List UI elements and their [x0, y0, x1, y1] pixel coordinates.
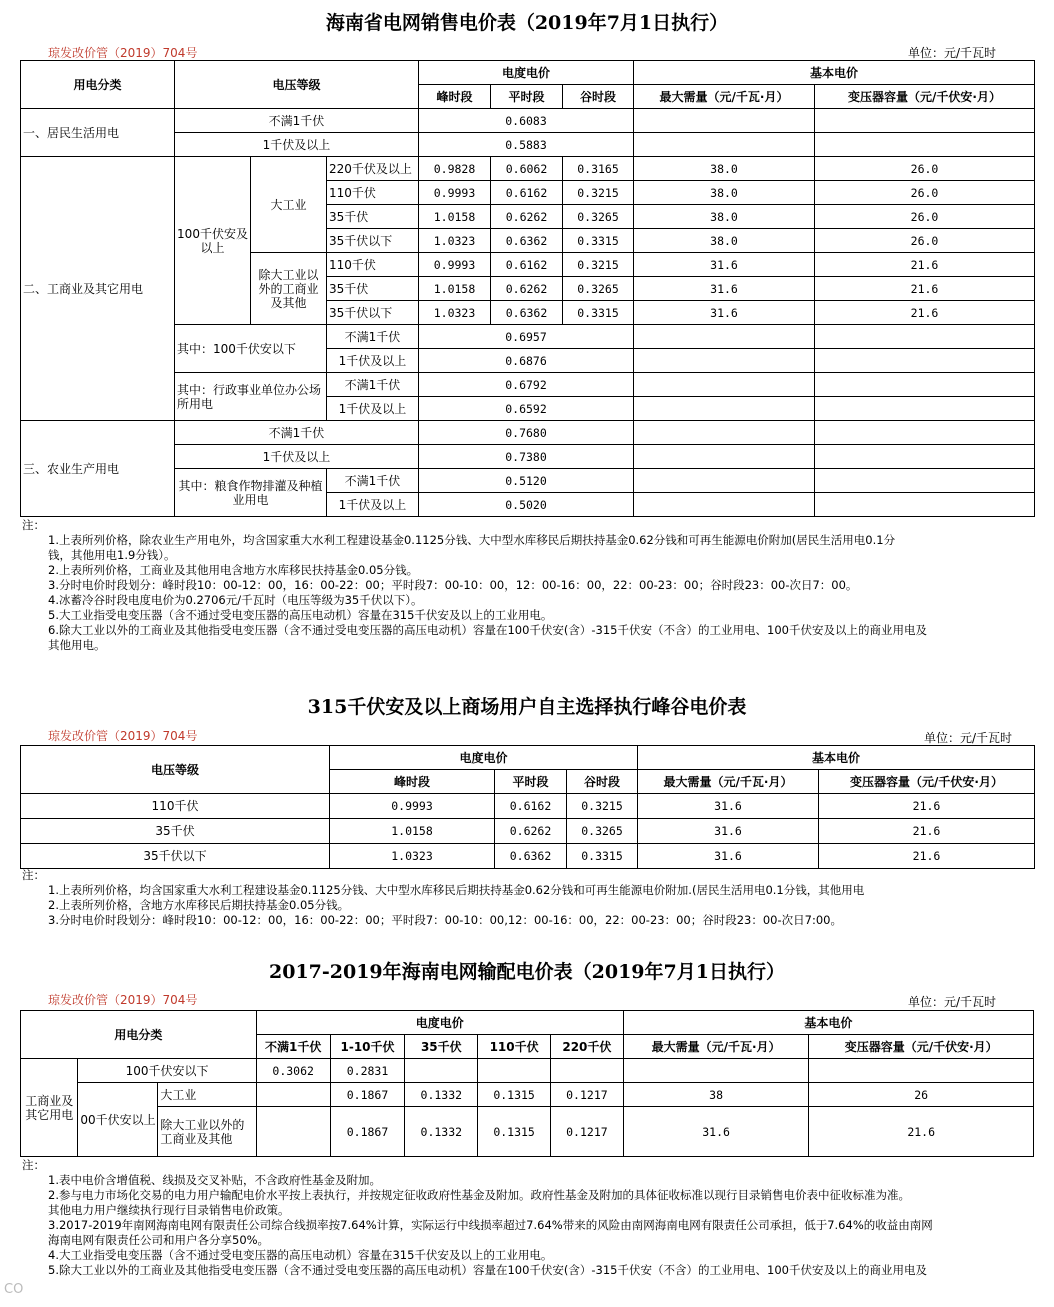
voltage-cell: 110千伏 [327, 181, 419, 205]
flat-cell: 0.6362 [491, 301, 563, 325]
voltage-cell: 1千伏及以上 [175, 133, 419, 157]
header-basic-price: 基本电价 [634, 61, 1035, 85]
table2-notes [22, 868, 1034, 928]
table3-title: 2017-2019年海南电网输配电价表（2019年7月1日执行） [269, 961, 785, 983]
table1-title: 海南省电网销售电价表（2019年7月1日执行） [325, 12, 729, 34]
max-demand-cell: 38.0 [634, 229, 815, 253]
max-demand-cell: 31.6 [638, 819, 819, 844]
voltage-cell: 220千伏及以上 [327, 157, 419, 181]
header-peak: 峰时段 [419, 85, 491, 109]
agriculture-label: 三、农业生产用电 [21, 421, 175, 517]
table1-notes [22, 518, 1034, 653]
header-1-10kv: 1-10千伏 [330, 1035, 405, 1059]
voltage-cell: 不满1千伏 [327, 325, 419, 349]
valley-cell: 0.3215 [563, 253, 634, 277]
price-cell: 0.2831 [330, 1059, 405, 1083]
header-flat: 平时段 [491, 85, 563, 109]
peak-cell: 1.0323 [419, 229, 491, 253]
header-peak: 峰时段 [330, 770, 495, 794]
note-item: 3.分时电价时段划分：峰时段10：00-12：00，16：00-22：00；平时段7：00-10：00,12：00-16：00，22：00-23：00；谷时段23：00-次日7:00。 [48, 913, 842, 927]
max-demand-cell: 38.0 [634, 157, 815, 181]
voltage-cell: 1千伏及以上 [327, 397, 419, 421]
capacity-cell: 21.6 [809, 1107, 1034, 1157]
note-item: 5.大工业指受电变压器（含不通过受电变压器的高压电动机）容量在315千伏安及以上的工业用电。 [48, 608, 553, 622]
header-220kv: 220千伏 [550, 1035, 623, 1059]
header-capacity: 变压器容量（元/千伏安·月） [809, 1035, 1034, 1059]
flat-cell: 0.6262 [491, 205, 563, 229]
capacity-cell: 21.6 [815, 301, 1035, 325]
max-demand-cell: 31.6 [638, 794, 819, 819]
peak-valley-table [20, 745, 1035, 869]
flat-cell: 0.6062 [491, 157, 563, 181]
header-energy-price: 电度电价 [419, 61, 634, 85]
header-below-1kv: 不满1千伏 [256, 1035, 330, 1059]
capacity-cell: 26.0 [815, 229, 1035, 253]
valley-cell: 0.3265 [563, 205, 634, 229]
voltage-cell: 35千伏以下 [327, 229, 419, 253]
flat-cell: 0.6162 [491, 181, 563, 205]
price-cell: 0.7380 [419, 445, 634, 469]
voltage-cell: 不满1千伏 [175, 421, 419, 445]
table3-doc-number: 琼发改价管（2019）704号 [48, 993, 198, 1007]
header-max-demand: 最大需量（元/千瓦·月） [623, 1035, 809, 1059]
note-item: 4.大工业指受电变压器（含不通过受电变压器的高压电动机）容量在315千伏安及以上的工业用电。 [48, 1248, 553, 1262]
valley-cell: 0.3315 [563, 229, 634, 253]
header-voltage: 电压等级 [21, 746, 330, 794]
flat-cell: 0.6162 [495, 794, 567, 819]
grain-irrigation-label: 其中：粮食作物排灌及种植业用电 [175, 469, 327, 517]
table3-unit: 单位：元/千瓦时 [908, 995, 997, 1009]
large-industry-label: 大工业 [158, 1083, 256, 1107]
header-35kv: 35千伏 [405, 1035, 478, 1059]
header-category: 用电分类 [21, 61, 175, 109]
price-cell: 0.1315 [478, 1083, 551, 1107]
capacity-cell: 26.0 [815, 181, 1035, 205]
max-demand-cell: 31.6 [634, 301, 815, 325]
note-item: 1.表中电价含增值税、线损及交叉补贴，不含政府性基金及附加。 [48, 1173, 381, 1187]
capacity-cell: 21.6 [815, 253, 1035, 277]
header-energy-price: 电度电价 [256, 1011, 623, 1035]
price-cell: 0.1332 [405, 1107, 478, 1157]
header-valley: 谷时段 [567, 770, 638, 794]
max-demand-cell: 31.6 [634, 277, 815, 301]
note-item: 5.除大工业以外的工商业及其他指受电变压器（含不通过受电变压器的高压电动机）容量在100千伏安(含）-315千伏安（不含）的工业用电、100千伏安及以上的商业用电及 [48, 1263, 927, 1277]
max-demand-cell: 31.6 [634, 253, 815, 277]
sales-price-table [20, 60, 1035, 517]
voltage-cell: 110千伏 [21, 794, 330, 819]
valley-cell: 0.3165 [563, 157, 634, 181]
table3-notes [22, 1158, 1034, 1278]
header-energy-price: 电度电价 [330, 746, 638, 770]
header-voltage: 电压等级 [175, 61, 419, 109]
max-demand-cell: 31.6 [623, 1107, 809, 1157]
table1-doc-number: 琼发改价管（2019）704号 [48, 46, 198, 60]
price-cell: 0.1867 [330, 1107, 405, 1157]
other-industry-label: 除大工业以外的工商业及其他 [158, 1107, 256, 1157]
note-item: 其他电力用户继续执行现行目录销售电价政策。 [48, 1203, 290, 1217]
notes-label: 注： [22, 868, 45, 882]
price-cell: 0.5883 [419, 133, 634, 157]
peak-cell: 0.9993 [419, 181, 491, 205]
price-cell: 0.5120 [419, 469, 634, 493]
note-item: 4.冰蓄冷谷时段电度电价为0.2706元/千瓦时（电压等级为35千伏以下）。 [48, 593, 423, 607]
note-item: 钱，其他用电1.9分钱）。 [48, 548, 176, 562]
note-item: 2.参与电力市场化交易的电力用户输配电价水平按上表执行，并按规定征收政府性基金及附加。政府性基金及附加的具体征收标准以现行目录销售电价表中征收标准为准。 [48, 1188, 910, 1202]
industrial-label: 工商业及其它用电 [21, 1059, 78, 1157]
capacity-cell: 26 [809, 1083, 1034, 1107]
voltage-cell: 35千伏以下 [327, 301, 419, 325]
price-cell: 0.1332 [405, 1083, 478, 1107]
header-capacity: 变压器容量（元/千伏安·月） [815, 85, 1035, 109]
table2-title: 315千伏安及以上商场用户自主选择执行峰谷电价表 [307, 696, 747, 718]
valley-cell: 0.3315 [563, 301, 634, 325]
note-item: 海南电网有限责任公司和用户各分享50%。 [48, 1233, 270, 1247]
header-category: 用电分类 [21, 1011, 257, 1059]
price-cell: 0.6792 [419, 373, 634, 397]
voltage-cell: 35千伏以下 [21, 844, 330, 869]
capacity-cell: 21.6 [815, 277, 1035, 301]
valley-cell: 0.3265 [567, 819, 638, 844]
peak-cell: 0.9828 [419, 157, 491, 181]
table2-unit: 单位：元/千瓦时 [924, 731, 1013, 745]
flat-cell: 0.6362 [491, 229, 563, 253]
voltage-cell: 1千伏及以上 [327, 349, 419, 373]
voltage-cell: 1千伏及以上 [175, 445, 419, 469]
watermark: CO [4, 1282, 24, 1297]
max-demand-cell: 38 [623, 1083, 809, 1107]
price-cell: 0.3062 [256, 1059, 330, 1083]
note-item: 6.除大工业以外的工商业及其他指受电变压器（含不通过受电变压器的高压电动机）容量在100千伏安(含）-315千伏安（不含）的工业用电、100千伏安及以上的商业用电及 [48, 623, 927, 637]
max-demand-cell: 38.0 [634, 181, 815, 205]
voltage-cell: 不满1千伏 [327, 373, 419, 397]
note-item: 其他用电。 [48, 638, 106, 652]
capacity-cell: 21.6 [819, 844, 1035, 869]
flat-cell: 0.6162 [491, 253, 563, 277]
flat-cell: 0.6362 [495, 844, 567, 869]
note-item: 3.分时电价时段划分：峰时段10：00-12：00，16：00-22：00；平时段7：00-10：00，12：00-16：00，22：00-23：00；谷时段23：00-次日7：00。 [48, 578, 858, 592]
flat-cell: 0.6262 [495, 819, 567, 844]
table1-unit: 单位：元/千瓦时 [908, 46, 997, 60]
note-item: 1.上表所列价格，除农业生产用电外，均含国家重大水利工程建设基金0.1125分钱、大中型水库移民后期扶持基金0.62分钱和可再生能源电价附加(居民生活用电0.1分 [48, 533, 896, 547]
voltage-cell: 110千伏 [327, 253, 419, 277]
price-cell: 0.1217 [550, 1107, 623, 1157]
capacity-cell: 26.0 [815, 157, 1035, 181]
header-110kv: 110千伏 [478, 1035, 551, 1059]
price-cell: 0.6592 [419, 397, 634, 421]
price-cell: 0.1315 [478, 1107, 551, 1157]
large-industry-label: 大工业 [251, 157, 327, 253]
industrial-label: 二、工商业及其它用电 [21, 157, 175, 421]
below-100kva-label: 其中：100千伏安以下 [175, 325, 327, 373]
voltage-cell: 35千伏 [327, 277, 419, 301]
above-100kva-label: 00千伏安以上 [78, 1083, 158, 1157]
peak-cell: 0.9993 [330, 794, 495, 819]
note-item: 2.上表所列价格，工商业及其他用电含地方水库移民扶持基金0.05分钱。 [48, 563, 419, 577]
header-valley: 谷时段 [563, 85, 634, 109]
peak-cell: 1.0158 [419, 277, 491, 301]
price-cell: 0.7680 [419, 421, 634, 445]
peak-cell: 1.0158 [419, 205, 491, 229]
voltage-cell: 1千伏及以上 [327, 493, 419, 517]
capacity-cell: 26.0 [815, 205, 1035, 229]
above-100kva-label: 100千伏安及以上 [175, 157, 251, 325]
transmission-price-table [20, 1010, 1034, 1157]
other-industry-label: 除大工业以外的工商业及其他 [251, 253, 327, 325]
max-demand-cell: 31.6 [638, 844, 819, 869]
peak-cell: 0.9993 [419, 253, 491, 277]
capacity-cell: 21.6 [819, 794, 1035, 819]
header-max-demand: 最大需量（元/千瓦·月） [634, 85, 815, 109]
header-max-demand: 最大需量（元/千瓦·月） [638, 770, 819, 794]
price-cell: 0.6083 [419, 109, 634, 133]
note-item: 1.上表所列价格，均含国家重大水利工程建设基金0.1125分钱、大中型水库移民后期扶持基金0.62分钱和可再生能源电价附加.(居民生活用电0.1分钱，其他用电 [48, 883, 865, 897]
peak-cell: 1.0158 [330, 819, 495, 844]
note-item: 2.上表所列价格，含地方水库移民后期扶持基金0.05分钱。 [48, 898, 350, 912]
peak-cell: 1.0323 [330, 844, 495, 869]
notes-label: 注： [22, 1158, 45, 1172]
price-cell: 0.1867 [330, 1083, 405, 1107]
voltage-cell: 35千伏 [327, 205, 419, 229]
header-capacity: 变压器容量（元/千伏安·月） [819, 770, 1035, 794]
note-item: 3.2017-2019年南网海南电网有限责任公司综合线损率按7.64%计算，实际运行中线损率超过7.64%带来的风险由南网海南电网有限责任公司承担，低于7.64%的收益由南网 [48, 1218, 933, 1232]
header-basic-price: 基本电价 [638, 746, 1035, 770]
price-cell: 0.6876 [419, 349, 634, 373]
below-100kva-label: 100千伏安以下 [78, 1059, 256, 1083]
flat-cell: 0.6262 [491, 277, 563, 301]
voltage-cell: 35千伏 [21, 819, 330, 844]
max-demand-cell: 38.0 [634, 205, 815, 229]
valley-cell: 0.3215 [563, 181, 634, 205]
notes-label: 注： [22, 518, 45, 532]
residential-label: 一、居民生活用电 [21, 109, 175, 157]
price-cell: 0.6957 [419, 325, 634, 349]
header-flat: 平时段 [495, 770, 567, 794]
peak-cell: 1.0323 [419, 301, 491, 325]
price-cell: 0.1217 [550, 1083, 623, 1107]
voltage-cell: 不满1千伏 [175, 109, 419, 133]
valley-cell: 0.3215 [567, 794, 638, 819]
table2-doc-number: 琼发改价管（2019）704号 [48, 729, 198, 743]
valley-cell: 0.3315 [567, 844, 638, 869]
valley-cell: 0.3265 [563, 277, 634, 301]
voltage-cell: 不满1千伏 [327, 469, 419, 493]
admin-office-label: 其中：行政事业单位办公场所用电 [175, 373, 327, 421]
price-cell: 0.5020 [419, 493, 634, 517]
header-basic-price: 基本电价 [623, 1011, 1033, 1035]
capacity-cell: 21.6 [819, 819, 1035, 844]
